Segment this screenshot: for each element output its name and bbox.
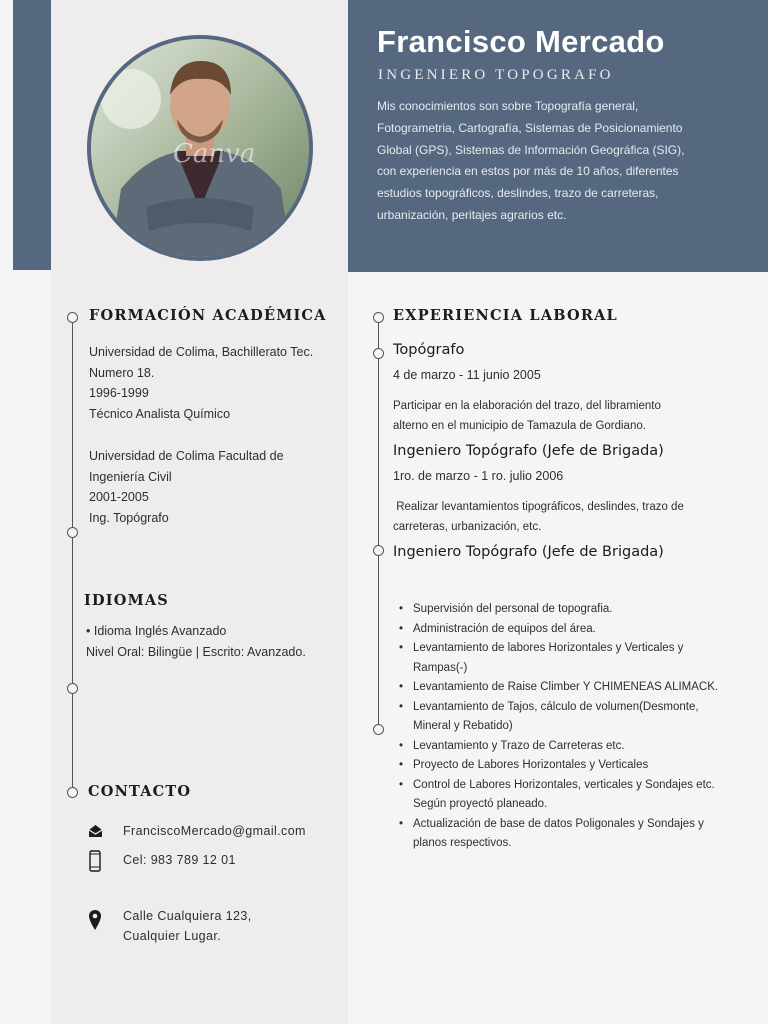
education-line: Numero 18. <box>89 365 155 380</box>
photo-watermark: Canva <box>173 139 256 169</box>
candidate-name: Francisco Mercado <box>377 24 665 59</box>
timeline-node <box>373 312 384 323</box>
timeline-node <box>67 527 78 538</box>
list-item-continuation: Según proyectó planeado. <box>413 798 548 810</box>
experience-title: EXPERIENCIA LABORAL <box>393 307 618 324</box>
education-title: FORMACIÓN ACADÉMICA <box>89 307 327 324</box>
education-line: Técnico Analista Químico <box>89 407 231 422</box>
profile-photo <box>87 35 313 261</box>
profile-summary <box>377 96 717 227</box>
list-item: • Levantamiento y Trazo de Carreteras etc. <box>396 737 718 757</box>
list-item-continuation: Rampas(-) <box>413 661 468 674</box>
contact-phone[interactable]: Cel: 983 789 12 01 <box>123 853 236 867</box>
job-description <box>393 498 684 537</box>
description-line: alterno en el municipio de Tamazula de Gordiano. <box>393 419 646 432</box>
list-item: • Actualización de base de datos Poligonales y Sondajes y <box>396 815 718 835</box>
right-timeline-line <box>378 323 379 728</box>
timeline-node <box>67 312 78 323</box>
list-item: • Levantamiento de Raise Climber Y CHIMENEAS ALIMACK. <box>396 678 718 698</box>
description-line: carreteras, urbanización, etc. <box>393 520 542 533</box>
description-line: Participar en la elaboración del trazo, del libramiento <box>393 400 661 412</box>
education-block-1 <box>89 342 313 425</box>
candidate-role: INGENIERO TOPOGRAFO <box>378 67 614 83</box>
timeline-node <box>373 724 384 735</box>
education-line: Universidad de Colima, Bachillerato Tec. <box>89 345 314 359</box>
list-item-continuation: planos respectivos. <box>413 837 512 849</box>
location-pin-icon <box>88 909 102 931</box>
education-line: 1996-1999 <box>89 386 149 401</box>
list-item: • Levantamiento de Tajos, cálculo de volumen(Desmonte, <box>396 698 718 718</box>
phone-icon <box>89 850 101 872</box>
education-line: Universidad de Colima Facultad de <box>89 449 284 463</box>
list-item: • Administración de equipos del área. <box>396 620 718 640</box>
job-dates: 1ro. de marzo - 1 ro. julio 2006 <box>393 469 564 483</box>
timeline-node <box>67 787 78 798</box>
language-line: • Idioma Inglés Avanzado <box>86 624 227 638</box>
address-line: Cualquier Lugar. <box>123 929 222 943</box>
job-description <box>393 397 661 436</box>
languages-list <box>86 621 306 662</box>
left-timeline-line <box>72 323 73 793</box>
contact-title: CONTACTO <box>88 783 192 800</box>
summary-line: estudios topográficos, deslindes, trazo de carreteras, <box>377 186 659 201</box>
list-item: • Levantamiento de labores Horizontales y Verticales y <box>396 639 718 659</box>
left-accent-strip <box>13 0 51 270</box>
contact-address <box>123 906 252 946</box>
job-dates: 4 de marzo - 11 junio 2005 <box>393 368 541 382</box>
timeline-node <box>373 348 384 359</box>
job-title: Topógrafo <box>393 342 465 358</box>
education-line: Ing. Topógrafo <box>89 511 169 526</box>
education-line: Ingeniería Civil <box>89 469 172 484</box>
summary-line: con experiencia en estos por más de 10 años, diferentes <box>377 164 679 179</box>
contact-email[interactable]: FranciscoMercado@gmail.com <box>123 824 306 838</box>
education-block-2 <box>89 446 284 529</box>
job-title: Ingeniero Topógrafo (Jefe de Brigada) <box>393 544 664 560</box>
timeline-node <box>67 683 78 694</box>
description-line: Realizar levantamientos tipográficos, deslindes, trazo de <box>393 501 684 513</box>
language-line: Nivel Oral: Bilingüe | Escrito: Avanzado. <box>86 644 306 659</box>
summary-line: Fotogrametria, Cartografía, Sistemas de Posicionamiento <box>377 120 683 135</box>
languages-title: IDIOMAS <box>84 592 169 609</box>
job-responsibilities <box>396 600 718 854</box>
summary-line: urbanización, peritajes agrarios etc. <box>377 207 567 222</box>
address-line: Calle Cualquiera 123, <box>123 909 252 923</box>
education-line: 2001-2005 <box>89 490 149 505</box>
summary-line: Global (GPS), Sistemas de Información Geográfica (SIG), <box>377 142 685 157</box>
list-item: • Control de Labores Horizontales, verticales y Sondajes etc. <box>396 776 718 796</box>
list-item-continuation: Mineral y Rebatido) <box>413 720 513 732</box>
timeline-node <box>373 545 384 556</box>
job-title: Ingeniero Topógrafo (Jefe de Brigada) <box>393 443 664 459</box>
list-item: • Proyecto de Labores Horizontales y Verticales <box>396 756 718 776</box>
envelope-icon <box>88 824 103 838</box>
summary-line: Mis conocimientos son sobre Topografía general, <box>377 99 639 113</box>
list-item: • Supervisión del personal de topografia. <box>396 600 718 620</box>
